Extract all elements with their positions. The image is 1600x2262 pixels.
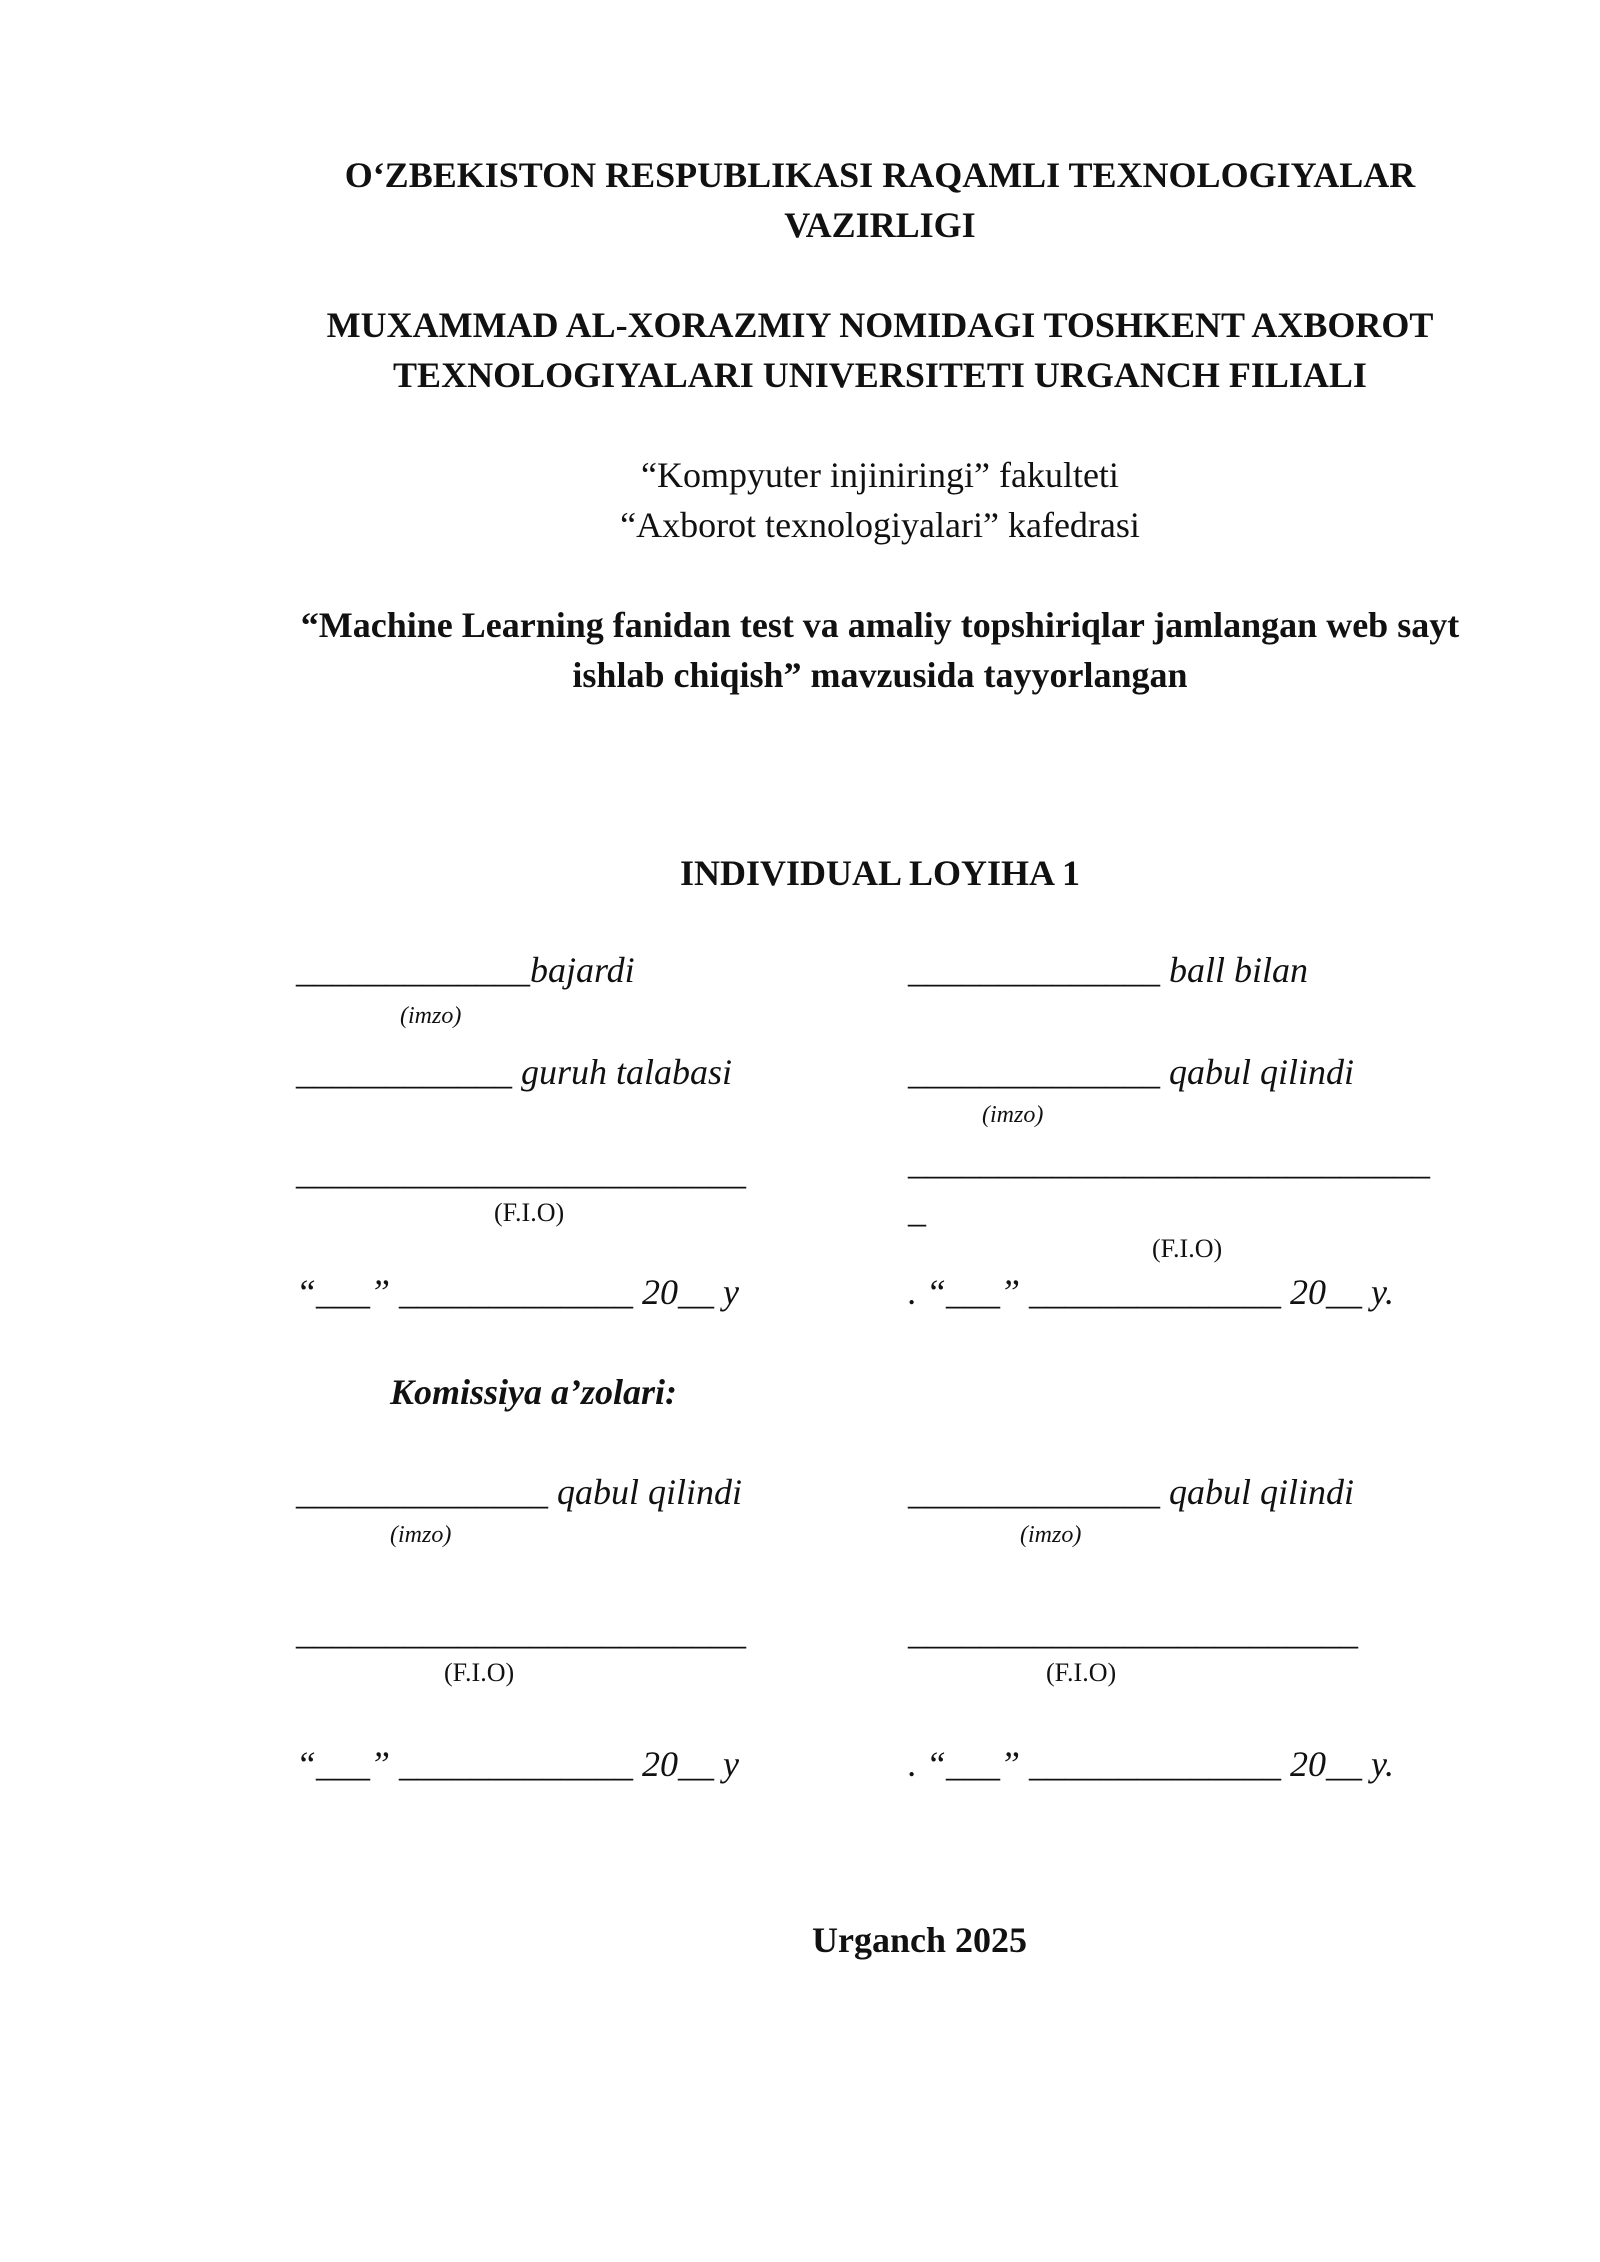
city-year: Urganch 2025 bbox=[812, 1920, 1027, 1960]
student-imzo-label: (imzo) bbox=[400, 1003, 462, 1029]
topic-line-2: ishlab chiqish” mavzusida tayyorlangan bbox=[572, 655, 1188, 695]
teacher-qabul-line: ______________ qabul qilindi bbox=[908, 1052, 1355, 1092]
commission-left-imzo: (imzo) bbox=[390, 1522, 452, 1548]
university-line-1: MUXAMMAD AL-XORAZMIY NOMIDAGI TOSHKENT AXBOROT bbox=[326, 305, 1434, 345]
commission-right-fio: (F.I.O) bbox=[1046, 1658, 1117, 1687]
department: “Axborot texnologiyalari” kafedrasi bbox=[620, 505, 1140, 545]
commission-title: Komissiya a’zolari: bbox=[390, 1372, 678, 1412]
teacher-fio-line-tail: _ bbox=[908, 1190, 926, 1230]
bajardi-line: _____________bajardi bbox=[296, 950, 635, 990]
ministry-line-1: O‘ZBEKISTON RESPUBLIKASI RAQAMLI TEXNOLOGIYALAR bbox=[344, 155, 1416, 195]
commission-right-qabul: ______________ qabul qilindi bbox=[908, 1472, 1355, 1512]
faculty: “Kompyuter injiniringi” fakulteti bbox=[641, 455, 1119, 495]
commission-left-fio: (F.I.O) bbox=[444, 1658, 515, 1687]
topic-line-1: “Machine Learning fanidan test va amaliy topshiriqlar jamlangan web sayt bbox=[300, 605, 1460, 645]
ball-line: ______________ ball bilan bbox=[908, 950, 1309, 990]
student-fio-line: _________________________ bbox=[296, 1152, 746, 1192]
teacher-fio-line: _____________________________ bbox=[908, 1142, 1430, 1182]
teacher-date-line: . “___” ______________ 20__ y. bbox=[908, 1272, 1395, 1312]
teacher-fio-label: (F.I.O) bbox=[1152, 1234, 1223, 1263]
project-title: INDIVIDUAL LOYIHA 1 bbox=[679, 853, 1081, 893]
commission-left-qabul: ______________ qabul qilindi bbox=[296, 1472, 743, 1512]
commission-left-date: “___” _____________ 20__ y bbox=[296, 1744, 740, 1784]
teacher-imzo-label: (imzo) bbox=[982, 1102, 1044, 1128]
guruh-line: ____________ guruh talabasi bbox=[296, 1052, 733, 1092]
university-line-2: TEXNOLOGIYALARI UNIVERSITETI URGANCH FILIALI bbox=[393, 355, 1367, 395]
commission-right-date: . “___” ______________ 20__ y. bbox=[908, 1744, 1395, 1784]
student-date-line: “___” _____________ 20__ y bbox=[296, 1272, 740, 1312]
commission-left-fio-line: _________________________ bbox=[296, 1612, 746, 1652]
commission-right-fio-line: _________________________ bbox=[908, 1612, 1358, 1652]
commission-right-imzo: (imzo) bbox=[1020, 1522, 1082, 1548]
student-fio-label: (F.I.O) bbox=[494, 1198, 565, 1227]
ministry-line-2: VAZIRLIGI bbox=[784, 205, 976, 245]
